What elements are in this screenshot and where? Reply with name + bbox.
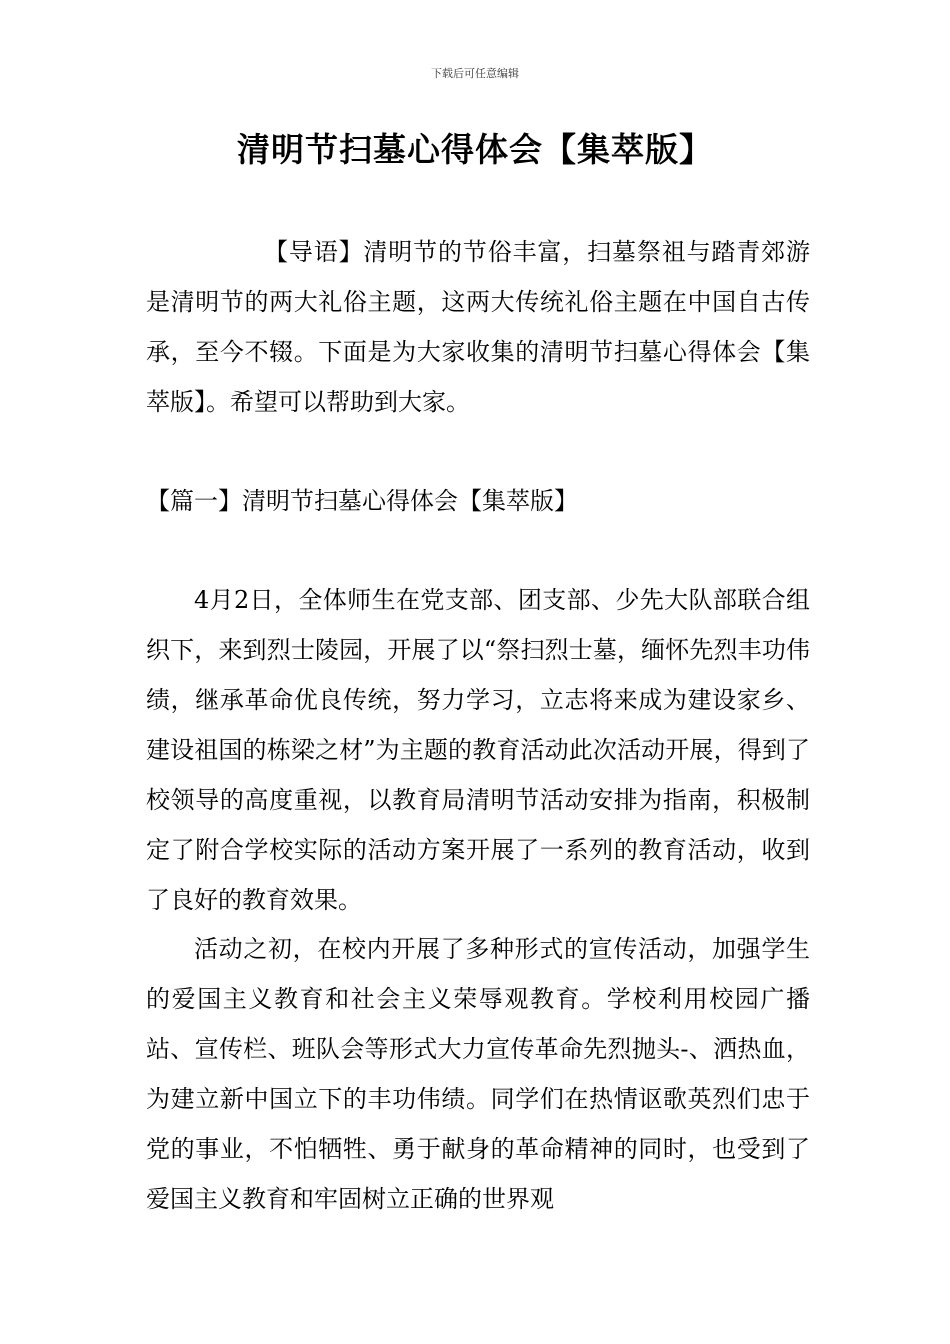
body-paragraph-2: 活动之初，在校内开展了多种形式的宣传活动，加强学生的爱国主义教育和社会主义荣辱观教育。学校利用校园广播站、宣传栏、班队会等形式大力宣传革命先烈抛头-、洒热血，为建立新中国立下的丰功伟绩。同学们在热情讴歌英烈们忠于党的事业，不怕牺牲、勇于献身的革命精神的同时，也受到了爱国主义教育和牢固树立正确的世界观 xyxy=(146,935,810,1213)
header-note: 下载后可任意编辑 xyxy=(431,67,519,80)
section-heading: 【篇一】清明节扫墓心得体会【集萃版】 xyxy=(146,487,578,515)
body-paragraph-1: 4月2日，全体师生在党支部、团支部、少先大队部联合组织下，来到烈士陵园，开展了以“祭扫烈士墓，缅怀先烈丰功伟绩，继承革命优良传统，努力学习，立志将来成为建设家乡、建设祖国的栋梁之材”为主题的教育活动此次活动开展，得到了校领导的高度重视，以教育局清明节活动安排为指南，积极制定了附合学校实际的活动方案开展了一系列的教育活动，收到了良好的教育效果。 xyxy=(146,586,810,914)
document-title: 清明节扫墓心得体会【集萃版】 xyxy=(237,130,713,169)
intro-paragraph: 【导语】清明节的节俗丰富，扫墓祭祖与踏青郊游是清明节的两大礼俗主题，这两大传统礼俗主题在中国自古传承，至今不辍。下面是为大家收集的清明节扫墓心得体会【集萃版】。希望可以帮助到大家。 xyxy=(146,238,810,416)
